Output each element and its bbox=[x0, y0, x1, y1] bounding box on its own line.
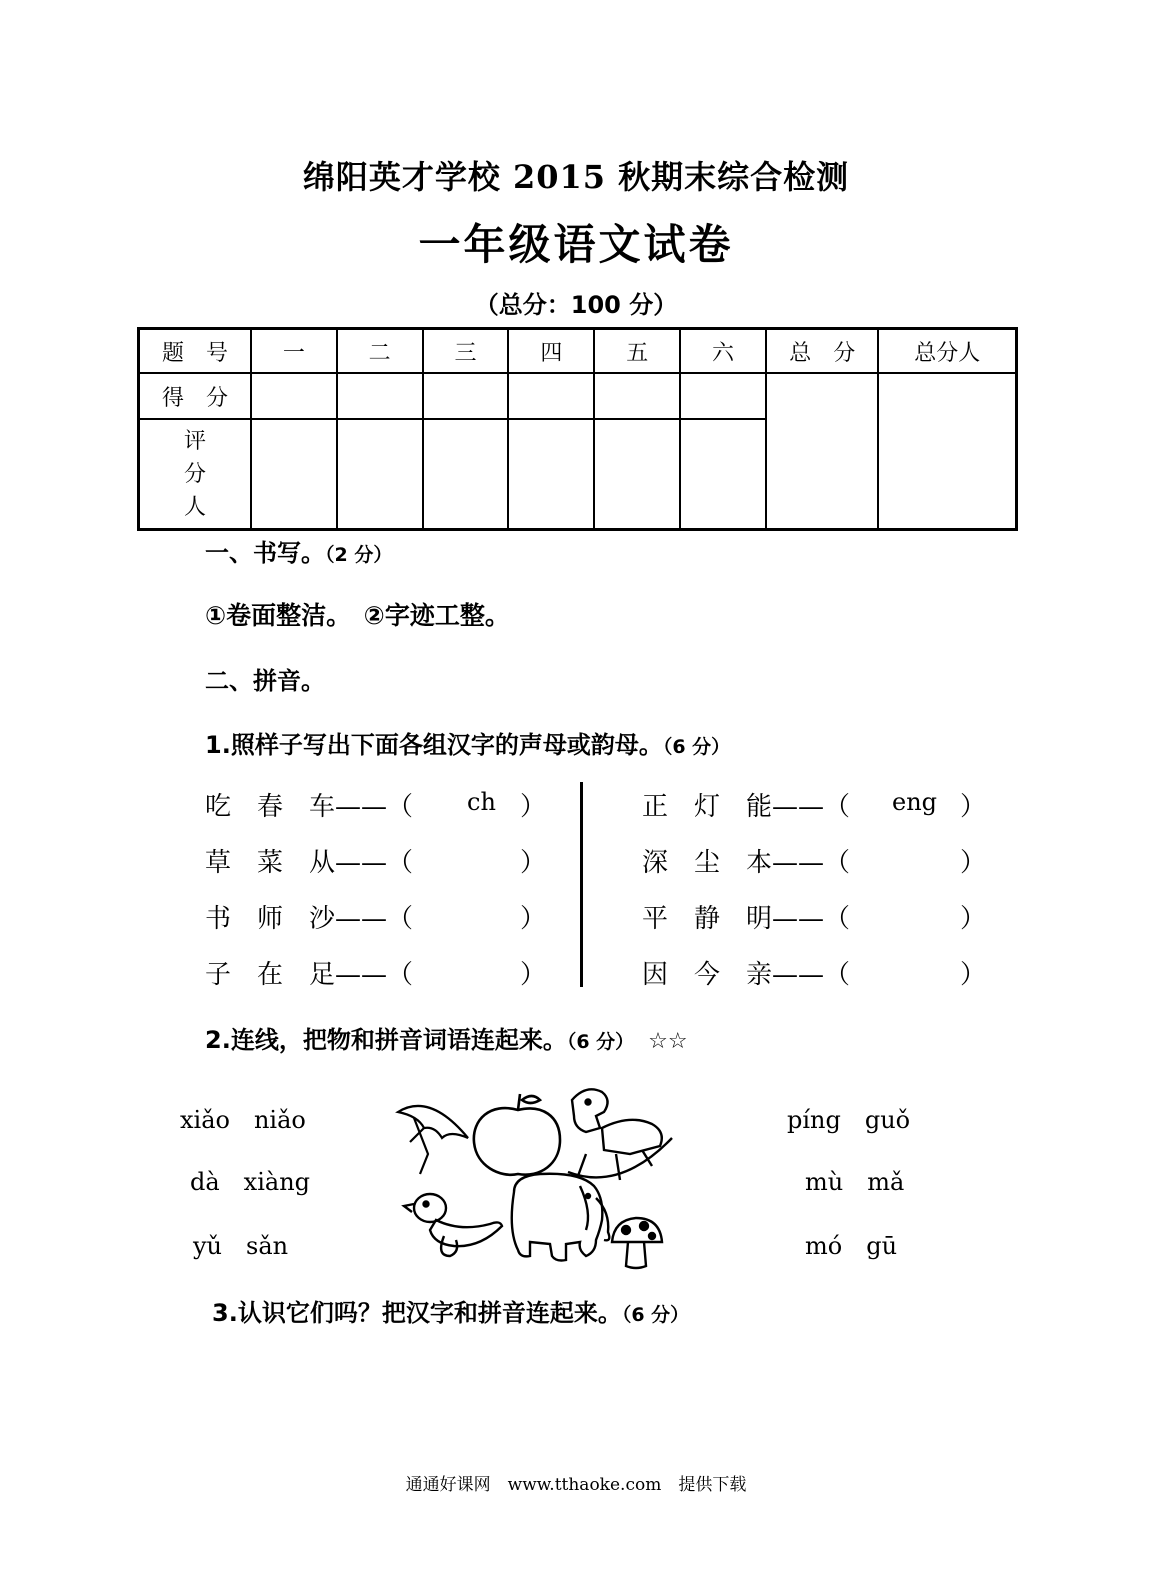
q1-title: 1.照样子写出下面各组汉字的声母或韵母。 bbox=[205, 731, 663, 759]
row-answer[interactable]: ch bbox=[467, 788, 496, 816]
score-cell[interactable] bbox=[508, 373, 594, 419]
header-cell: 三 bbox=[423, 329, 509, 374]
header-cell: 六 bbox=[680, 329, 766, 374]
q3-title: 3.认识它们吗？把汉字和拼音连起来。 bbox=[212, 1299, 622, 1327]
mushroom-icon[interactable] bbox=[612, 1218, 662, 1268]
right-row bbox=[642, 842, 987, 879]
score-cell[interactable] bbox=[337, 373, 423, 419]
column-divider bbox=[580, 782, 583, 987]
bird-icon[interactable] bbox=[404, 1194, 502, 1256]
grader-cell[interactable] bbox=[680, 419, 766, 530]
header-cell: 四 bbox=[508, 329, 594, 374]
grader-label-char: 评 bbox=[183, 428, 206, 454]
row-close: ） bbox=[960, 960, 987, 990]
left-row bbox=[205, 954, 547, 991]
total-score: （总分：100 分） bbox=[474, 291, 678, 319]
q1-points: （6 分） bbox=[662, 736, 731, 758]
total-score-cell[interactable] bbox=[766, 373, 878, 530]
section1-heading bbox=[205, 533, 392, 568]
row-chars: 吃 春 车——（ bbox=[205, 792, 414, 822]
grader-cell[interactable] bbox=[251, 419, 337, 530]
q1-heading bbox=[205, 725, 730, 760]
section2-title: 二、拼音。 bbox=[205, 667, 325, 695]
footer-credit: 通通好课网 www.tthaoke.com 提供下载 bbox=[405, 1475, 747, 1495]
q2-heading bbox=[205, 1020, 688, 1055]
header-cell: 总 分 bbox=[766, 329, 878, 374]
left-row bbox=[205, 898, 547, 935]
row-chars: 子 在 足——（ bbox=[205, 960, 414, 990]
score-cell[interactable] bbox=[680, 373, 766, 419]
score-cell[interactable] bbox=[594, 373, 680, 419]
row-close: ） bbox=[520, 904, 547, 934]
section1-items: ①卷面整洁。 ②字迹工整。 bbox=[205, 601, 510, 630]
right-row bbox=[642, 786, 987, 823]
row-close: ） bbox=[960, 848, 987, 878]
header-cell: 题 号 bbox=[139, 329, 251, 374]
pinyin-left-item[interactable]: yǔ sǎn bbox=[193, 1232, 289, 1260]
grader-row-label bbox=[139, 419, 251, 530]
q3-points: （6 分） bbox=[621, 1304, 690, 1326]
row-close: ） bbox=[520, 960, 547, 990]
right-row bbox=[642, 898, 987, 935]
grader-label-char: 人 bbox=[183, 494, 206, 520]
pinyin-left-item[interactable]: dà xiàng bbox=[190, 1168, 311, 1196]
row-close: ） bbox=[520, 848, 547, 878]
grader-cell[interactable] bbox=[508, 419, 594, 530]
apple-icon[interactable] bbox=[474, 1094, 560, 1175]
pinyin-right-item[interactable]: mù mǎ bbox=[805, 1168, 905, 1196]
score-cell[interactable] bbox=[423, 373, 509, 419]
pinyin-left-item[interactable]: xiǎo niǎo bbox=[180, 1106, 306, 1134]
q3-heading bbox=[212, 1293, 689, 1328]
header-cell: 五 bbox=[594, 329, 680, 374]
header-cell: 二 bbox=[337, 329, 423, 374]
grader-cell[interactable] bbox=[594, 419, 680, 530]
score-cell[interactable] bbox=[251, 373, 337, 419]
row-chars: 平 静 明——（ bbox=[642, 904, 851, 934]
score-table bbox=[137, 327, 1018, 531]
section1-title: 一、书写。 bbox=[205, 539, 325, 567]
left-row bbox=[205, 786, 547, 823]
section1-points: （2 分） bbox=[325, 544, 393, 566]
exam-title: 一年级语文试卷 bbox=[418, 220, 734, 269]
grader-cell[interactable] bbox=[423, 419, 509, 530]
rocking-horse-icon[interactable] bbox=[568, 1089, 672, 1180]
pinyin-right-item[interactable]: píng guǒ bbox=[787, 1106, 911, 1134]
grader-label-char: 分 bbox=[183, 461, 206, 487]
pinyin-right-item[interactable]: mó gū bbox=[805, 1232, 898, 1260]
grader-cell[interactable] bbox=[337, 419, 423, 530]
q2-title: 2.连线，把物和拼音词语连起来。 bbox=[205, 1026, 567, 1054]
stars-icon: ☆☆ bbox=[648, 1029, 688, 1054]
umbrella-icon[interactable] bbox=[398, 1106, 468, 1174]
school-title: 绵阳英才学校 2015 秋期末综合检测 bbox=[302, 158, 850, 196]
total-grader-cell[interactable] bbox=[878, 373, 1016, 530]
score-row-label: 得 分 bbox=[139, 373, 251, 419]
header-cell: 一 bbox=[251, 329, 337, 374]
row-answer[interactable]: eng bbox=[892, 788, 938, 816]
row-chars: 正 灯 能——（ bbox=[642, 792, 851, 822]
row-close: ） bbox=[960, 904, 987, 934]
row-chars: 书 师 沙——（ bbox=[205, 904, 414, 934]
header-cell: 总分人 bbox=[878, 329, 1016, 374]
row-chars: 因 今 亲——（ bbox=[642, 960, 851, 990]
q2-points: （6 分） bbox=[566, 1031, 635, 1053]
right-row bbox=[642, 954, 987, 991]
row-close: ） bbox=[960, 792, 987, 822]
matching-pictures bbox=[390, 1080, 690, 1275]
elephant-icon[interactable] bbox=[512, 1174, 610, 1261]
left-row bbox=[205, 842, 547, 879]
row-chars: 深 尘 本——（ bbox=[642, 848, 851, 878]
row-chars: 草 菜 从——（ bbox=[205, 848, 414, 878]
row-close: ） bbox=[520, 792, 547, 822]
